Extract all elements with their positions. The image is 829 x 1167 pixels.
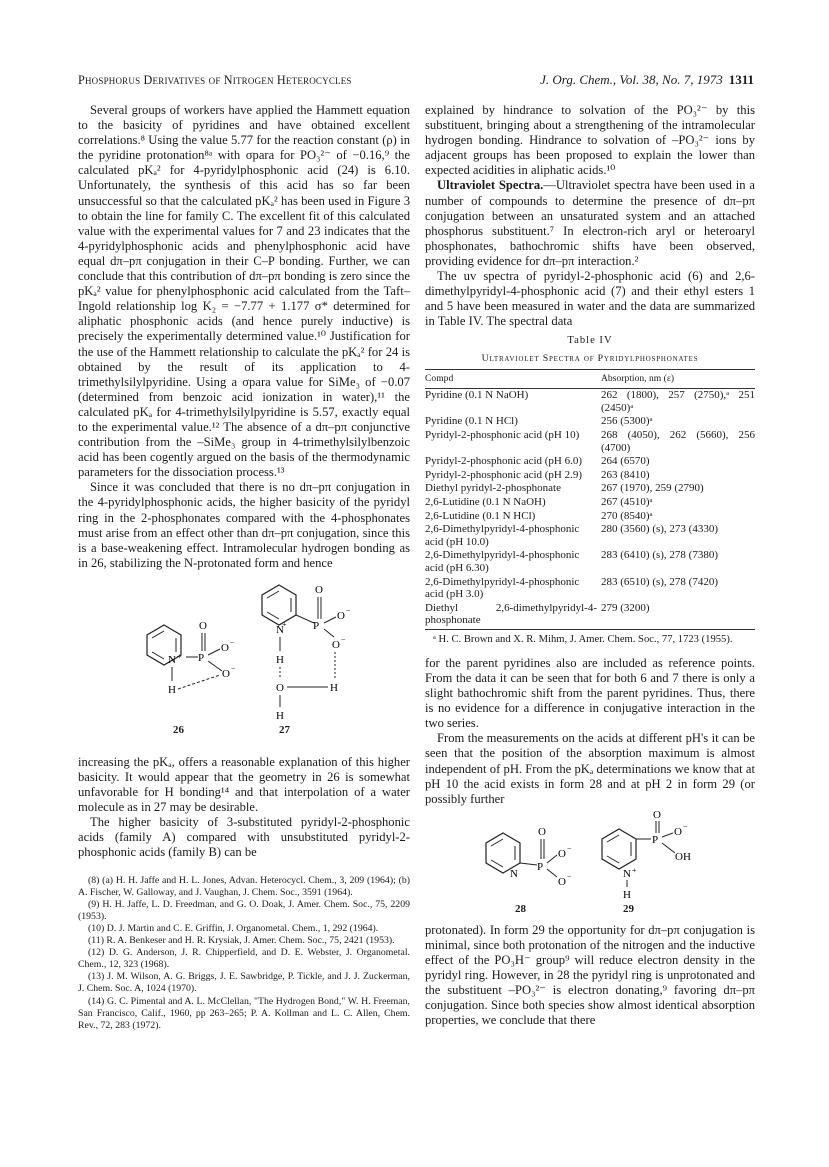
svg-text:H: H — [276, 653, 284, 666]
footnote: (11) R. A. Benkeser and H. R. Krysiak, J. Amer. Chem. Soc., 75, 2421 (1953). — [88, 935, 395, 947]
svg-text:+: + — [177, 651, 182, 661]
cell-absorption: 267 (1970), 259 (2790) — [601, 482, 704, 495]
cell-absorption: 267 (4510)ᵃ — [601, 495, 653, 508]
table-row — [425, 496, 755, 510]
svg-text:N: N — [168, 653, 176, 666]
journal-citation — [540, 72, 754, 88]
svg-text:−: − — [230, 637, 235, 647]
table-row — [425, 602, 755, 630]
footnote: (14) G. C. Pimental and A. L. McClellan, "The Hydrogen Bond," W. H. Freeman, San Francisco, Calif., 1960, pp 263–265; P. A. Kollman and L. C. Allen, Chem. Rev., 72, 283 (1972). — [78, 995, 410, 1031]
uv-table — [425, 369, 755, 630]
footnote: (13) J. M. Wilson, A. G. Briggs, J. E. Sawbridge, P. Tickle, and J. J. Zuckerman, J. Chem. Soc. A, 1024 (1970). — [78, 971, 410, 995]
svg-text:O: O — [332, 638, 340, 651]
paragraph: increasing the pKₐ, offers a reasonable explanation of this higher basicity. It would appear that the geometry in 26 is somewhat unfavorable for H bonding¹⁴ and that interpolation of a water molecule as in 27 may be desirable. — [78, 754, 410, 815]
running-title: Phosphorus Derivatives of Nitrogen Heterocycles — [78, 73, 352, 87]
left-column — [78, 103, 410, 1032]
svg-text:+: + — [282, 619, 287, 629]
paragraph: Several groups of workers have applied the Hammett equation to the basicity of pyridines and have obtained excellent correlations.⁸ Using the value 5.77 for the reaction constant (ρ) in the pyridine protonation⁸ᵃ with σpara for PO₃²⁻ of −0.16,⁹ the calculated pKₐ² for 4-pyridylphosphonic acid (24) is 6.10. Unfortunately, the synthesis of this acid has so far been unsuccessful so that the calculated pKₐ² has been used in Figure 3 to obtain the line for family C. The excellent fit of this calculated value with the experimental values for 7 and 23 indicates that the 4-pyridylphosphonic acids and phenylphosphonic acid have equal dπ–pπ conjugation in their C–P bonding. Further, we can conclude that this contribution of dπ–pπ bonding is zero since the pKₐ² value for phenylphosphonic acid calculated from the Taft–Ingold relationship log K₂ = −7.77 + 1.177 σ* determined for aliphatic phosphonic acids (and hence purely inductive) is precisely the experimentally determined value.¹⁰ Justification for the use of the Hammett relationship to calculate the pKₐ² for 24 is obtained by the result of its application to 4-trimethylsilylpyridine. Using a σpara value for SiMe₃ of −0.07 (determined from benzoic acid ionization in water),¹¹ the calculated pKₐ for 4-trimethylsilylpyridine is 5.57, exactly equal to the experimental value.¹² The absence of a dπ–pπ conjunctive contribution from the –SiMe₃ group in 4-trimethylsilylbenzoic acid has been cogently argued on the basis of the thermodynamic parameters for the dissociation process.¹³ — [78, 103, 410, 480]
svg-text:+: + — [632, 865, 637, 875]
svg-text:P: P — [537, 860, 544, 873]
cell-absorption: 268 (4050), 262 (5660), 256 (4700) — [601, 428, 755, 454]
structure-label-26: 26 — [173, 723, 184, 736]
table-iv — [425, 333, 755, 645]
svg-text:N: N — [276, 623, 284, 636]
structure-28 — [481, 813, 591, 893]
cell-compound: Diethyl pyridyl-2-phosphonate — [425, 482, 561, 495]
table-body — [425, 389, 755, 630]
svg-text:N: N — [510, 867, 518, 880]
svg-text:O: O — [558, 875, 566, 888]
svg-text:N: N — [623, 867, 631, 880]
paragraph: Since it was concluded that there is no dπ–pπ conjugation in the 4-pyridylphosphonic acids, the higher basicity of the pyridyl ring in the 2-phosphonates compared with the 4-phosphonates must arise from an effect other than dπ–pπ conjugation, since this is a base-weakening effect. Intramolecular hydrogen bonding as in 26, stabilizing the N-protonated form and hence — [78, 480, 410, 570]
svg-text:O: O — [558, 847, 566, 860]
svg-text:O: O — [674, 825, 682, 838]
svg-text:P: P — [313, 619, 320, 632]
svg-text:O: O — [653, 808, 661, 821]
svg-text:−: − — [567, 843, 572, 853]
svg-text:−: − — [346, 605, 351, 615]
section-heading: Ultraviolet Spectra. — [437, 178, 544, 193]
svg-text:P: P — [198, 651, 205, 664]
cell-absorption: 283 (6510) (s), 278 (7420) — [601, 575, 719, 588]
cell-compound: Pyridyl-2-phosphonic acid (pH 6.0) — [425, 455, 583, 468]
section-text: —Ultraviolet spectra have been used in a number of compounds to determine the presence of dπ–pπ conjugation between an unsaturated system and an attached phosphorus substituent.⁷ In electron-rich aryl or heteroaryl phosphonates, bathochromic shifts have been observed, providing evidence for dπ–pπ interaction.² — [425, 178, 755, 268]
cell-compound: 2,6-Dimethylpyridyl-4-phosphonic acid (pH 6.30) — [425, 549, 580, 574]
structures-28-29 — [425, 807, 755, 917]
cell-compound: Diethyl 2,6-dimethylpyridyl-4-phosphonate — [425, 602, 601, 630]
cell-absorption: 263 (8410) — [601, 468, 650, 481]
svg-text:O: O — [199, 619, 207, 632]
paragraph — [425, 178, 755, 269]
cell-compound: Pyridyl-2-phosphonic acid (pH 10) — [425, 428, 580, 441]
table-row — [425, 523, 755, 549]
svg-text:O: O — [315, 583, 323, 596]
structure-26 — [142, 615, 262, 715]
cell-compound: Pyridine (0.1 N HCl) — [425, 415, 518, 428]
right-column — [425, 103, 755, 1028]
cell-compound: 2,6-Dimethylpyridyl-4-phosphonic acid (pH 10.0) — [425, 523, 580, 548]
cell-absorption: 279 (3200) — [601, 602, 755, 630]
footnote: (9) H. H. Jaffe, L. D. Freedman, and G. O. Doak, J. Amer. Chem. Soc., 75, 2209 (1953). — [78, 898, 410, 922]
table-row — [425, 482, 755, 496]
svg-text:O: O — [221, 641, 229, 654]
structure-29 — [597, 807, 717, 899]
table-row — [425, 469, 755, 483]
paragraph: The uv spectra of pyridyl-2-phosphonic acid (6) and 2,6-dimethylpyridyl-4-phosphonic acid (7) and their ethyl esters 1 and 5 have been measured in water and the data are summarized in Table IV. The spectral data — [425, 269, 755, 329]
structure-label-28: 28 — [515, 902, 526, 915]
cell-compound: Pyridyl-2-phosphonic acid (pH 2.9) — [425, 468, 583, 481]
svg-text:H: H — [276, 709, 284, 722]
paragraph: protonated). In form 29 the opportunity for dπ–pπ conjugation is minimal, since both protonation of the nitrogen and the inductive effect of the PO₃H⁻ group⁹ will reduce electron density in the pyridyl ring. However, in 28 the pyridyl ring is unprotonated and the substituent –PO₃²⁻ is electron donating,⁹ favoring dπ–pπ conjugation. Since both species show almost identical absorption properties, we conclude that there — [425, 922, 755, 1028]
column-header-absorption: Absorption, nm (ε) — [601, 369, 755, 389]
svg-text:H: H — [168, 683, 176, 696]
paragraph: for the parent pyridines also are included as reference points. From the data it can be seen that for both 6 and 7 there is only a slight bathochromic shift from the parent pyridines. Thus, there is no evidence for a difference in conjugative interaction in the two series. — [425, 655, 755, 731]
structure-label-27: 27 — [279, 723, 290, 736]
footnote: (10) D. J. Martin and C. E. Griffin, J. Organometal. Chem., 1, 292 (1964). — [88, 922, 379, 934]
page-number: 1311 — [728, 72, 754, 87]
svg-text:−: − — [341, 634, 346, 644]
structure-27 — [254, 575, 374, 725]
column-header-compd: Compd — [425, 369, 601, 389]
table-row — [425, 429, 755, 455]
cell-absorption: 280 (3560) (s), 273 (4330) — [601, 523, 719, 536]
footnote: (12) D. G. Anderson, J. R. Chipperfield, and D. E. Webster, J. Organometal. Chem., 12, 323 (1968). — [78, 947, 410, 971]
cell-absorption: 262 (1800), 257 (2750),ᵃ 251 (2450)ᵃ — [601, 389, 755, 414]
cell-absorption: 270 (8540)ᵃ — [601, 509, 653, 522]
paragraph: explained by hindrance to solvation of the PO₃²⁻ by this substituent, bringing about a strengthening of the intramolecular hydrogen bonding. Hindrance to solvation of –PO₃²⁻ ions by adjacent groups has been proposed to explain the lower than expected acidities in aliphatic acids.¹⁰ — [425, 103, 755, 178]
cell-compound: 2,6-Dimethylpyridyl-4-phosphonic acid (pH 3.0) — [425, 575, 580, 601]
svg-text:O: O — [538, 825, 546, 838]
table-row — [425, 389, 755, 416]
cell-compound: Pyridine (0.1 N NaOH) — [425, 389, 529, 402]
svg-text:P: P — [652, 833, 659, 846]
svg-text:−: − — [567, 871, 572, 881]
structures-26-27 — [78, 571, 410, 741]
svg-text:−: − — [231, 663, 236, 673]
cell-absorption: 256 (5300)ᵃ — [601, 415, 653, 428]
table-row — [425, 510, 755, 524]
table-caption: Ultraviolet Spectra of Pyridylphosphonates — [481, 352, 699, 364]
table-footnote: ᵃ H. C. Brown and X. R. Mihm, J. Amer. Chem. Soc., 77, 1723 (1955). — [433, 633, 733, 645]
footnote: (8) (a) H. H. Jaffe and H. L. Jones, Advan. Heterocycl. Chem., 3, 209 (1964); (b) A. Fischer, W. Galloway, and J. Vaughan, J. Chem. Soc., 3591 (1964). — [78, 874, 410, 898]
cell-compound: 2,6-Lutidine (0.1 N NaOH) — [425, 495, 546, 508]
paragraph: The higher basicity of 3-substituted pyridyl-2-phosphonic acids (family A) compared with unsubstituted pyridyl-2-phosphonic acids (family B) can be — [78, 815, 410, 860]
svg-text:O: O — [337, 609, 345, 622]
svg-text:−: − — [683, 821, 688, 831]
structure-label-29: 29 — [623, 902, 634, 915]
svg-text:OH: OH — [675, 850, 691, 863]
svg-text:O: O — [276, 681, 284, 694]
paragraph: From the measurements on the acids at different pH's it can be seen that the position of the absorption maximum is almost independent of pH. From the pKₐ determinations we know that at pH 10 the acid exists in form 28 and at pH 2 in form 29 (or possibly further — [425, 731, 755, 806]
journal-name: J. Org. Chem., Vol. 38, No. 7, 1973 — [540, 72, 723, 87]
footnotes — [78, 875, 410, 1032]
svg-text:H: H — [330, 681, 338, 694]
table-row — [425, 549, 755, 575]
table-title: Table IV — [567, 335, 613, 347]
table-row — [425, 415, 755, 429]
svg-text:O: O — [222, 667, 230, 680]
table-row — [425, 576, 755, 602]
cell-absorption: 283 (6410) (s), 278 (7380) — [601, 549, 719, 562]
cell-compound: 2,6-Lutidine (0.1 N HCl) — [425, 509, 536, 522]
svg-text:H: H — [623, 888, 631, 899]
table-row — [425, 455, 755, 469]
cell-absorption: 264 (6570) — [601, 455, 650, 468]
